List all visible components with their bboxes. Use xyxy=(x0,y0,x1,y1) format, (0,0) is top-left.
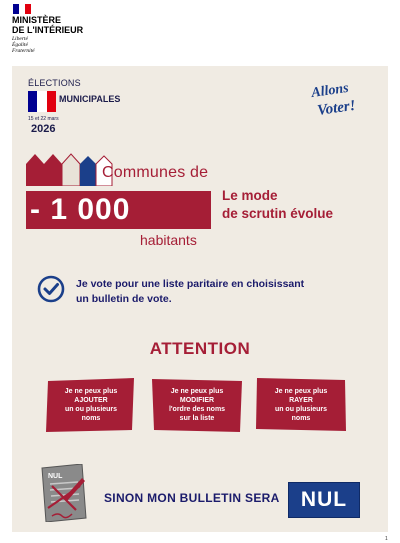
sinon-text: SINON MON BULLETIN SERA xyxy=(104,491,280,505)
mode-line-1: Le mode xyxy=(222,188,278,203)
vote-instruction xyxy=(76,277,376,307)
elections-logo xyxy=(28,78,121,135)
mode-scrutin-text xyxy=(222,187,333,223)
slogan-line-2: Voter! xyxy=(316,97,357,119)
rule-remove-line-2: RAYER xyxy=(289,397,313,404)
rule-remove-line-4: noms xyxy=(291,415,311,422)
motto-liberte: Liberté xyxy=(12,36,28,42)
french-flag-icon xyxy=(28,91,56,112)
elections-dates: 15 et 22 mars xyxy=(28,116,59,122)
allons-voter-slogan xyxy=(308,78,370,122)
rules-group xyxy=(46,378,346,438)
rule-modify-line-1: Je ne peux plus xyxy=(170,388,224,395)
attention-heading: ATTENTION xyxy=(149,339,251,358)
elections-subtitle: MUNICIPALES xyxy=(59,94,121,104)
ministry-name xyxy=(12,15,83,35)
rule-add-line-1: Je ne peux plus xyxy=(64,388,118,395)
ballot-label: NUL xyxy=(48,473,63,480)
page-number: 1 xyxy=(385,536,388,542)
motto-egalite: Égalité xyxy=(12,42,28,49)
rule-add xyxy=(46,378,136,432)
motto-fraternite: Fraternité xyxy=(12,48,35,55)
slogan-line-1: Allons xyxy=(310,80,350,101)
population-threshold: - 1 000 xyxy=(30,193,131,226)
rule-remove xyxy=(256,378,346,432)
rule-remove-line-1: Je ne peux plus xyxy=(274,388,328,395)
communes-suffix: habitants xyxy=(140,232,197,248)
vote-line-2: un bulletin de vote. xyxy=(76,293,172,305)
page-header xyxy=(0,0,400,62)
rule-remove-line-3: un ou plusieurs xyxy=(274,406,328,413)
rule-modify-line-3: l'ordre des noms xyxy=(168,406,226,413)
rule-modify xyxy=(152,378,242,432)
republic-motto xyxy=(12,36,35,55)
rule-add-line-4: noms xyxy=(81,415,101,422)
nul-badge xyxy=(288,482,360,518)
vote-line-1: Je vote pour une liste paritaire en choisissant xyxy=(76,278,305,290)
rule-add-line-3: un ou plusieurs xyxy=(64,406,118,413)
communes-prefix: Communes de xyxy=(102,164,209,181)
marianne-flag-icon xyxy=(13,4,31,14)
rule-add-line-2: AJOUTER xyxy=(74,397,108,404)
ministry-line-1: MINISTÈRE xyxy=(12,15,62,25)
check-circle-icon xyxy=(37,275,65,303)
rule-modify-line-4: sur la liste xyxy=(179,415,215,422)
ballot-crossed-icon xyxy=(36,464,90,522)
elections-title: ÉLECTIONS xyxy=(28,78,81,88)
rule-modify-line-2: MODIFIER xyxy=(179,397,215,404)
nul-label: NUL xyxy=(300,488,348,511)
mode-line-2: de scrutin évolue xyxy=(222,206,334,221)
poster xyxy=(12,66,388,532)
ministry-line-2: DE L'INTÉRIEUR xyxy=(12,25,84,35)
elections-year: 2026 xyxy=(31,123,56,135)
